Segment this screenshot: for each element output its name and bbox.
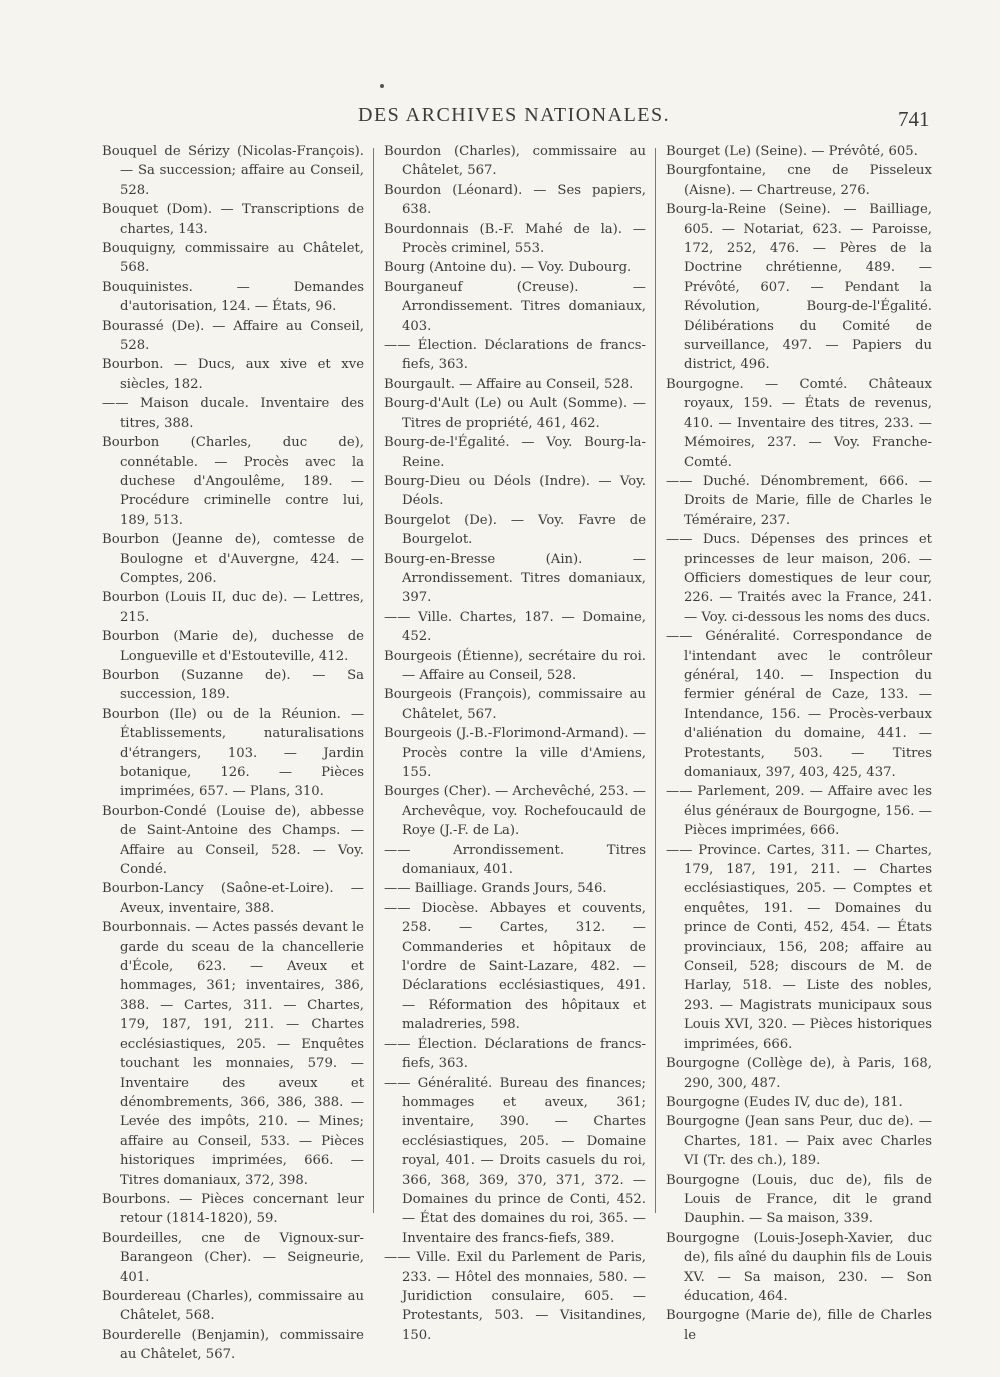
index-entry: Bourdonnais (B.-F. Mahé de la). — Procès criminel, 553.	[384, 221, 646, 257]
index-entry: Bourgogne (Eudes IV, duc de), 181.	[666, 1094, 903, 1110]
index-entry: Bourbon (Ile) ou de la Réunion. — Établissements, naturalisations d'étrangers, 103. — Jardin botanique, 126. — Pièces imprimées, 657. — Plans, 310.	[102, 706, 364, 800]
index-entry: Bourbon (Charles, duc de), connétable. — Procès avec la duchese d'Angoulême, 189. — Procédure criminelle contre lui, 189, 513.	[102, 435, 364, 528]
index-entry: Bourgogne (Jean sans Peur, duc de). — Chartes, 181. — Paix avec Charles VI (Tr. des ch.), 189.	[666, 1114, 932, 1169]
index-entry: Bourbon-Lancy (Saône-et-Loire). — Aveux, inventaire, 388.	[102, 881, 364, 916]
index-entry: —— Généralité. Correspondance de l'intendant avec le contrôleur général, 140. — Inspection du fermier général de Caze, 133. — Intendance, 156. — Procès-verbaux d'aliénation du domaine, 441. — Protestants, 503. — Titres domaniaux, 397, 403, 425, 437.	[666, 629, 932, 780]
index-entry: Bourg-de-l'Égalité. — Voy. Bourg-la-Reine.	[384, 435, 646, 470]
index-entry: Bourgogne (Louis-Joseph-Xavier, duc de), fils aîné du dauphin fils de Louis XV. — Sa maison, 230. — Son éducation, 464.	[666, 1230, 932, 1304]
index-entry: Bourg-d'Ault (Le) ou Ault (Somme). — Titres de propriété, 461, 462.	[384, 396, 646, 431]
index-entry: Bourbon (Marie de), duchesse de Longueville et d'Estouteville, 412.	[102, 629, 364, 664]
index-entry: Bourbons. — Pièces concernant leur retour (1814-1820), 59.	[102, 1191, 364, 1227]
index-entry: Bourbonnais. — Actes passés devant le garde du sceau de la chancellerie d'École, 623. — Aveux et hommages, 361; inventaires, 386, 388. — Cartes, 311. — Chartes, 179, 187, 191, 211. — Chartes ecclésiastiques, 205. — Enquêtes touchant les monnaies, 579. — Inventaire des aveux et dénombrements, 366, 386, 388. — Levée des impôts, 210. — Mines; affaire au Conseil, 533. — Pièces historiques imprimées, 666. — Titres domaniaux, 372, 398.	[102, 920, 364, 1188]
index-column-middle	[384, 142, 646, 1345]
index-entry: Bourassé (De). — Affaire au Conseil, 528.	[102, 318, 364, 354]
index-entry: Bouquigny, commissaire au Châtelet, 568.	[102, 241, 364, 276]
index-entry: —— Ville. Exil du Parlement de Paris, 233. — Hôtel des monnaies, 580. — Juridiction consulaire, 605. — Protestants, 503. — Visitandines, 150.	[384, 1250, 646, 1343]
index-entry: Bourgelot (De). — Voy. Favre de Bourgelot.	[384, 512, 646, 548]
index-entry: Bourdon (Léonard). — Ses papiers, 638.	[384, 182, 646, 218]
index-entry: —— Ville. Chartes, 187. — Domaine, 452.	[384, 609, 646, 645]
index-entry: Bourg-Dieu ou Déols (Indre). — Voy. Déols.	[384, 473, 646, 509]
index-entry: Bourbon-Condé (Louise de), abbesse de Saint-Antoine des Champs. — Affaire au Conseil, 528. — Voy. Condé.	[102, 803, 364, 878]
index-entry: Bourget (Le) (Seine). — Prévôté, 605.	[666, 144, 918, 159]
index-entry: —— Duché. Dénombrement, 666. — Droits de Marie, fille de Charles le Téméraire, 237.	[666, 473, 932, 528]
index-entry: —— Ducs. Dépenses des princes et princesses de leur maison, 206. — Officiers domestiques de leur cour, 226. — Traités avec la France, 241. — Voy. ci-dessous les noms des ducs.	[666, 532, 932, 625]
index-entry: —— Province. Cartes, 311. — Chartes, 179, 187, 191, 211. — Chartes ecclésiastiques, 205. — Comptes et enquêtes, 191. — Domaines du prince de Conti, 452, 454. — États provinciaux, 156, 208; affaire au Conseil, 528; discours de M. de Harlay, 518. — Liste des nobles, 293. — Magistrats municipaux sous Louis XVI, 320. — Pièces historiques imprimées, 666.	[666, 842, 932, 1052]
index-entry: Bourges (Cher). — Archevêché, 253. — Archevêque, voy. Rochefoucauld de Roye (J.-F. de La).	[384, 784, 646, 839]
index-entry: Bourbon. — Ducs, aux xive et xve siècles, 182.	[102, 357, 364, 392]
index-entry: Bouquet (Dom). — Transcriptions de chartes, 143.	[102, 202, 364, 237]
index-entry: Bourgeois (J.-B.-Florimond-Armand). — Procès contre la ville d'Amiens, 155.	[384, 726, 646, 780]
index-entry: Bourdon (Charles), commissaire au Châtelet, 567.	[384, 144, 646, 179]
index-entry: Bourbon (Louis II, duc de). — Lettres, 215.	[102, 590, 364, 625]
page-number: 741	[898, 107, 930, 131]
index-entry: Bourdereau (Charles), commissaire au Châtelet, 568.	[102, 1288, 364, 1324]
ink-dot	[380, 84, 384, 88]
index-entry: —— Parlement, 209. — Affaire avec les élus généraux de Bourgogne, 156. — Pièces imprimées, 666.	[666, 784, 932, 839]
index-entry: Bourdeilles, cne de Vignoux-sur-Barangeon (Cher). — Seigneurie, 401.	[102, 1230, 364, 1285]
index-entry: Bourbon (Jeanne de), comtesse de Boulogne et d'Auvergne, 424. — Comptes, 206.	[102, 532, 364, 586]
index-entry: Bourg (Antoine du). — Voy. Dubourg.	[384, 260, 632, 276]
index-entry: Bourg-en-Bresse (Ain). — Arrondissement. Titres domaniaux, 397.	[384, 551, 646, 606]
index-entry: Bouquinistes. — Demandes d'autorisation, 124. — États, 96.	[102, 279, 364, 315]
index-entry: Bourg-la-Reine (Seine). — Bailliage, 605. — Notariat, 623. — Paroisse, 172, 252, 476. — Pères de la Doctrine chrétienne, 489. — Prévôté, 607. — Pendant la Révolution, Bourg-de-l'Égalité. Délibérations du Comité de surveillance, 497. — Papiers du district, 496.	[666, 202, 932, 373]
index-entry: Bourbon (Suzanne de). — Sa succession, 189.	[102, 667, 364, 703]
index-entry: Bourgogne (Marie de), fille de Charles le	[666, 1308, 932, 1343]
index-entry: Bourgfontaine, cne de Pisseleux (Aisne). — Chartreuse, 276.	[666, 163, 932, 198]
index-entry: —— Élection. Déclarations de francs-fiefs, 363.	[384, 338, 646, 373]
running-title: DES ARCHIVES NATIONALES.	[358, 104, 671, 126]
index-entry: Bourgeois (Étienne), secrétaire du roi. — Affaire au Conseil, 528.	[384, 648, 646, 683]
index-entry: Bourganeuf (Creuse). — Arrondissement. Titres domaniaux, 403.	[384, 279, 646, 334]
index-entry: Bourgogne. — Comté. Châteaux royaux, 159. — États de revenus, 410. — Inventaire des titres, 233. — Mémoires, 237. — Voy. Franche-Comté.	[666, 376, 932, 470]
index-entry: —— Bailliage. Grands Jours, 546.	[384, 881, 607, 897]
index-entry: Bourgeois (François), commissaire au Châtelet, 567.	[384, 687, 646, 722]
index-entry: Bourgogne (Collège de), à Paris, 168, 290, 300, 487.	[666, 1056, 932, 1091]
index-entry: —— Maison ducale. Inventaire des titres, 388.	[102, 396, 364, 431]
index-column-right	[666, 142, 932, 1345]
index-entry: —— Généralité. Bureau des finances; hommages et aveux, 361; inventaire, 390. — Chartes ecclésiastiques, 205. — Domaine royal, 401. — Droits casuels du roi, 366, 368, 369, 370, 371, 372. — Domaines du prince de Conti, 452. — État des domaines du roi, 365. — Inventaire des francs-fiefs, 389.	[384, 1075, 646, 1246]
index-entry: Bouquel de Sérizy (Nicolas-François). — Sa succession; affaire au Conseil, 528.	[102, 144, 364, 198]
index-column-left	[102, 142, 364, 1365]
index-entry: Bourgault. — Affaire au Conseil, 528.	[384, 376, 634, 392]
index-entry: Bourgogne (Louis, duc de), fils de Louis de France, dit le grand Dauphin. — Sa maison, 339.	[666, 1172, 932, 1227]
index-entry: —— Élection. Déclarations de francs-fiefs, 363.	[384, 1036, 646, 1072]
index-columns	[0, 142, 1000, 1363]
index-entry: Bourderelle (Benjamin), commissaire au Châtelet, 567.	[102, 1327, 364, 1363]
index-entry: —— Arrondissement. Titres domaniaux, 401.	[384, 842, 646, 878]
index-entry: —— Diocèse. Abbayes et couvents, 258. — Cartes, 312. — Commanderies et hôpitaux de l'ordre de Saint-Lazare, 482. — Déclarations ecclésiastiques, 491. — Réformation des hôpitaux et maladreries, 598.	[384, 900, 646, 1033]
